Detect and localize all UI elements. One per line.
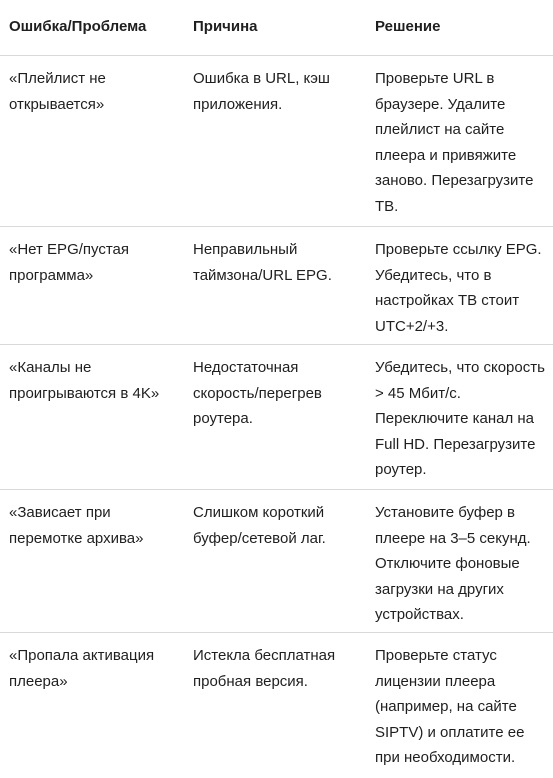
cell-cause: Слишком короткий буфер/сетевой лаг. [193,504,326,547]
table-row [0,633,553,778]
cell-cause: Истекла бесплатная пробная версия. [193,647,336,690]
header-cause: Причина [193,18,258,35]
cell-problem: «Пропала активация плеера» [9,647,155,690]
table-header-row [0,0,553,56]
cell-problem: «Зависает при перемотке архива» [9,504,144,547]
cell-problem: «Плейлист не открывается» [9,70,106,113]
cell-solution: Проверьте URL в браузере. Удалите плейлист на сайте плеера и привяжите заново. Перезагрузите ТВ. [375,70,534,215]
cell-cause: Ошибка в URL, кэш приложения. [193,70,330,113]
cell-cause: Неправильный таймзона/URL EPG. [193,241,332,284]
cell-solution: Убедитесь, что скорость > 45 Мбит/с. Переключите канал на Full HD. Перезагрузите роутер. [375,359,545,479]
cell-cause: Недостаточная скорость/перегрев роутера. [193,359,322,428]
cell-solution: Проверьте ссылку EPG. Убедитесь, что в настройках ТВ стоит UTC+2/+3. [375,241,542,335]
header-problem: Ошибка/Проблема [9,18,147,35]
table-row [0,345,553,490]
table-row [0,56,553,227]
cell-solution: Проверьте статус лицензии плеера (например, на сайте SIPTV) и оплатите ее при необходимости. [375,647,525,767]
cell-problem: «Нет EPG/пустая программа» [9,241,130,284]
cell-problem: «Каналы не проигрываются в 4K» [9,359,160,402]
cell-solution: Установите буфер в плеере на 3–5 секунд. Отключите фоновые загрузки на других устройствах. [375,504,531,624]
table-row [0,227,553,345]
header-solution: Решение [375,18,441,35]
table-row [0,490,553,633]
